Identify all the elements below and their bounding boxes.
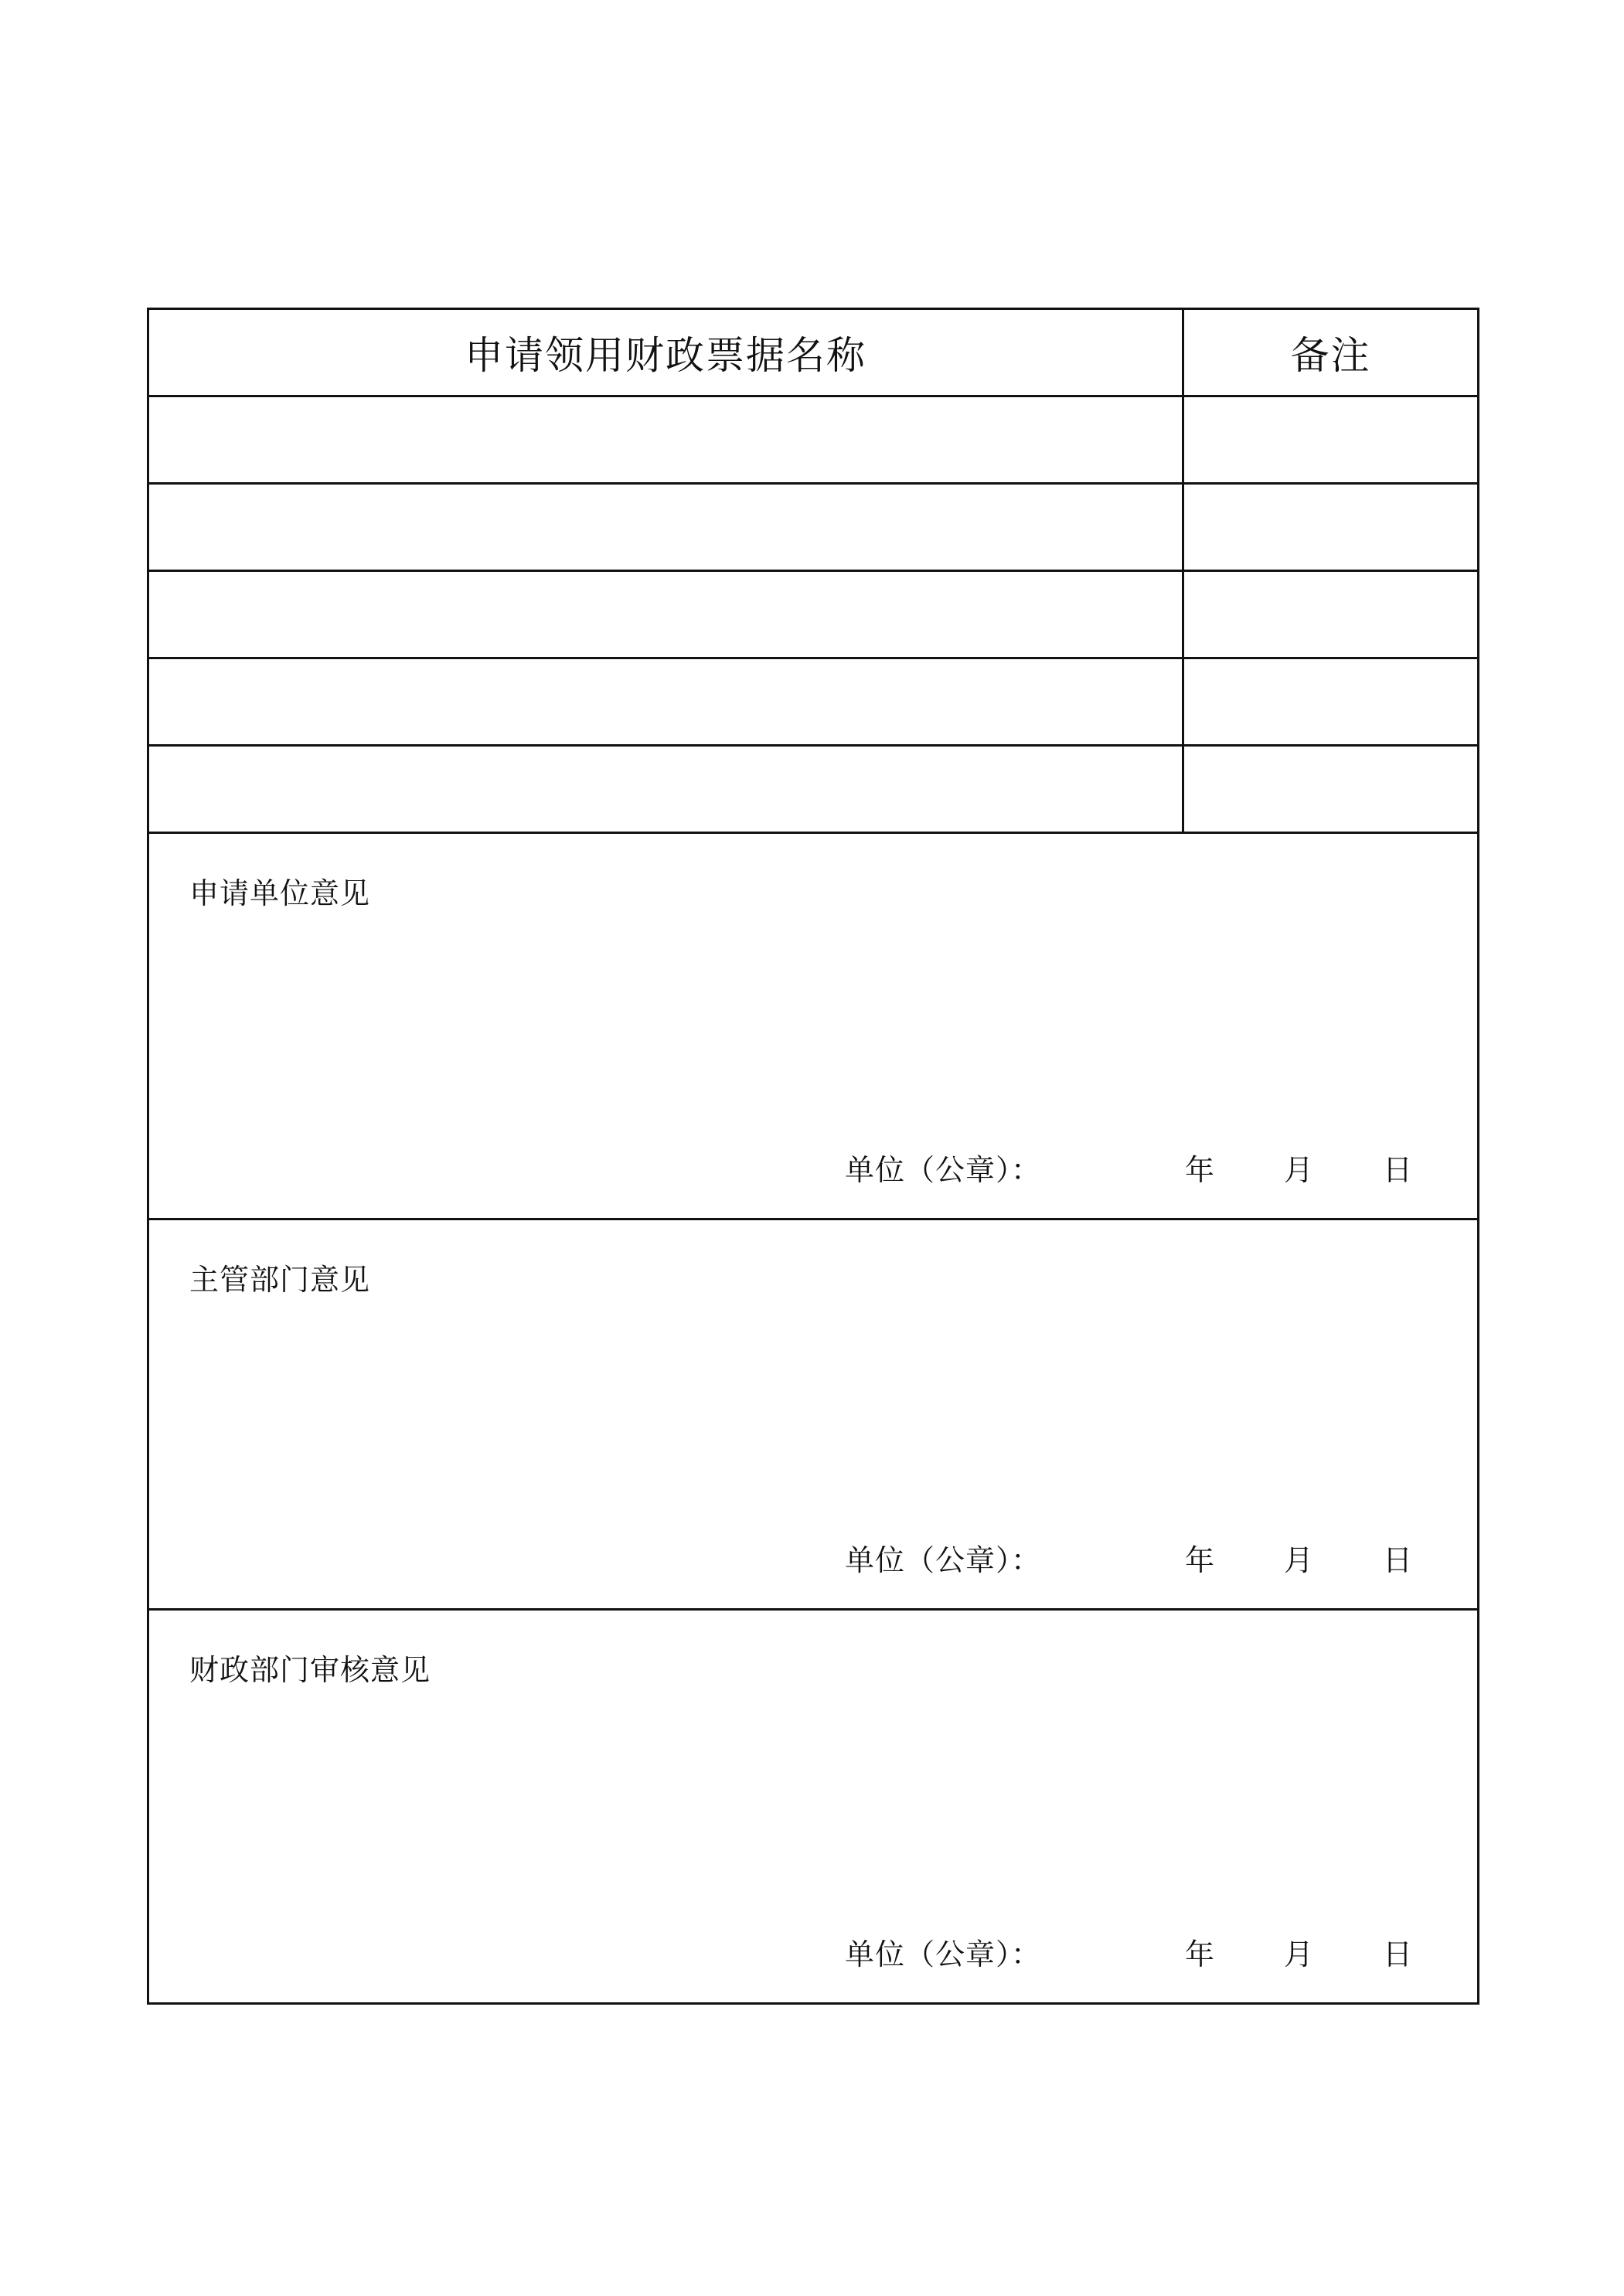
day-label: 日	[1383, 1543, 1413, 1577]
note-cell[interactable]	[1184, 747, 1477, 832]
finance-review-section[interactable]	[149, 1611, 1477, 2002]
finance-review-title: 财政部门审核意见	[189, 1653, 431, 1687]
bill-name-cell[interactable]	[149, 572, 1184, 657]
month-label: 月	[1284, 1153, 1314, 1187]
unit-seal-label: 单位（公章）：	[845, 1543, 1042, 1577]
note-cell[interactable]	[1184, 397, 1477, 482]
bill-name-cell[interactable]	[149, 397, 1184, 482]
table-row	[149, 397, 1477, 485]
table-row	[149, 659, 1477, 747]
note-cell[interactable]	[1184, 485, 1477, 570]
applicant-opinion-section[interactable]	[149, 834, 1477, 1220]
day-label: 日	[1383, 1153, 1413, 1187]
note-cell[interactable]	[1184, 659, 1477, 744]
unit-seal-label: 单位（公章）：	[845, 1937, 1042, 1971]
supervisor-opinion-section[interactable]	[149, 1220, 1477, 1611]
header-note-label: 备注	[1290, 333, 1371, 378]
table-row	[149, 572, 1477, 659]
year-label: 年	[1185, 1153, 1215, 1187]
table-row	[149, 747, 1477, 834]
header-note-cell	[1184, 310, 1477, 395]
header-name-cell	[149, 310, 1184, 395]
table-row	[149, 485, 1477, 572]
month-label: 月	[1284, 1937, 1314, 1971]
bill-name-cell[interactable]	[149, 747, 1184, 832]
unit-seal-label: 单位（公章）：	[845, 1153, 1042, 1187]
supervisor-opinion-title: 主管部门意见	[189, 1263, 371, 1297]
note-cell[interactable]	[1184, 572, 1477, 657]
year-label: 年	[1185, 1543, 1215, 1577]
month-label: 月	[1284, 1543, 1314, 1577]
bill-name-cell[interactable]	[149, 659, 1184, 744]
bill-application-form	[147, 308, 1479, 2005]
header-name-label: 申请领用财政票据名称	[465, 333, 866, 378]
applicant-opinion-title: 申请单位意见	[189, 876, 371, 910]
table-header-row	[149, 310, 1477, 397]
year-label: 年	[1185, 1937, 1215, 1971]
day-label: 日	[1383, 1937, 1413, 1971]
bill-name-cell[interactable]	[149, 485, 1184, 570]
